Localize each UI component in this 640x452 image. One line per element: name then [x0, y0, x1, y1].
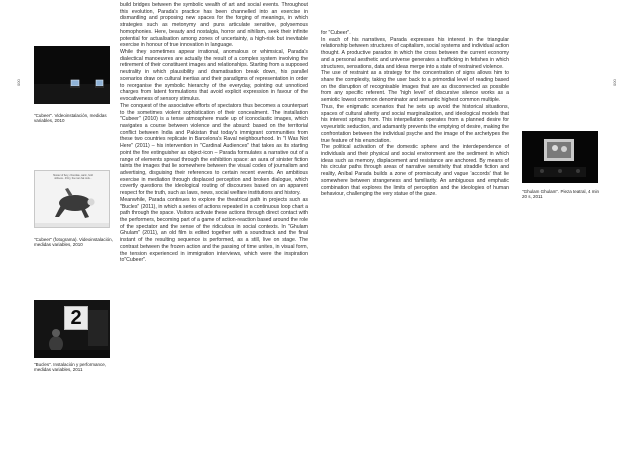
paragraph: build bridges between the symbolic wealth of art and social events. Throughout this evolution, Parada's practice has been channelled into an exercise in dismantling and proposing new spaces for the forging of meanings, in which strategies such as metonymy and puns articulate sensitive, polysemous homophonies. Here, beauty and nostalgia, horror and nihilism, seek their infinite potential for actualisation among zones of uncertainty, a high-risk but inevitable exercise in honour of true innovation in language. — [120, 2, 308, 49]
figure-cubeer-art — [34, 46, 110, 104]
paragraph: The conquest of the associative efforts of spectators thus becomes a counterpart to the sometimes violent sophistication of their concealment. The installation "Cubeer" (2010) is a tense atmosphere made up of iconoclastic images, which navigates a course between violence and the absurd: based on the territorial conflict between India and Pakistan that today's immigrant communities from these two countries replicate in Barcelona's Raval neighbourhood. In "I Was Not Here" (2011) – his intervention in "Cardinal Audiences" that takes as its starting point the fire extinguisher as object-icon – Parada formulates a narrative out of a range of elements spread through the exhibition space: an aura of sinister fiction taints the images that lie somewhere between the visual codes of journalism and advertising, disguising their references to certain recent events. An ambitious exercise in mediation through displaced perception and broken dialogue, which covertly questions the ideological routing of discourses based on an apparent respect for the truth, such as laws, news, social welfare institutions and history. — [120, 102, 308, 197]
paragraph: for "Cubeer". — [321, 30, 351, 36]
paragraph: The political activation of the domestic sphere and the interdependence of individuals and their physical and social environment are the sediment in which ideas such as memory, displacement and resistance are anchored. By means of his circular paths through areas of narrative sensitivity that straddle fiction and reality, Aníbal Parada builds a zone of promiscuity and vague 'accords' that lie somewhere between strangeness and familiarity. An ambiguous and emphatic combination that explores the limits of perception and the ideologies of human behaviour, challenging the very statue of the gaze. — [321, 144, 509, 198]
paragraph: Meanwhile, Parada continues to explore the theatrical path in projects such as "Bucles" (2011), in which a series of actions repeated in a continuous loop chart a path through the space. Visitors activate these actions through direct contact with the performers, becoming part of a game of action-reaction based around the role of the spectator and the sense of the ridiculous in social contexts. In "Ghulam Ghulam" (2011), an old film is edited together with a soundtrack and the final instant of the resulting sequence is performed, as a still, live on stage. The contrast between the frozen action and the passing of time unites, in visual form, the tension experienced in immigration interviews, which were the inspiration to"Cubeer". — [120, 196, 308, 264]
figure-ghulam-art — [522, 131, 598, 183]
paragraph: Thus, the enigmatic scenarios that he sets up avoid the historical situations, spaces of cultural alterity and social marginalization, and ideological models that his interest springs from. This interpellation operates from a planned desire for voyeuristic seduction, and adamantly prevents the emptying of desire, making the confrontation between the individual psyche and the image of the archetypes the true feature of his enunciation. — [321, 103, 509, 144]
figure-inset-text: Muster of fiery, chocolate, warm, hold stillness - frizzy, the man hat rods... — [53, 174, 93, 180]
bucles-screen-number: 2 — [70, 307, 82, 329]
left-page-number: 000 — [16, 79, 21, 86]
caption-bucles: "Bucles". Instalación y performance, medidas variables, 2011 — [34, 362, 106, 373]
bucles-screen — [64, 306, 88, 330]
figure-cubeer-fotograma — [34, 170, 110, 228]
caption-ghulam-ghulam: "Ghulam Ghulam". Pieza teatral, 4 min 20 s, 2011 — [522, 189, 599, 200]
caption-cubeer: "Cubeer". Videoinstalación, medidas variables, 2010 — [34, 113, 107, 124]
text-column-left — [120, 2, 308, 264]
right-page-number: 000 — [612, 79, 617, 86]
text-column-right — [321, 30, 509, 198]
figure-cubeer — [34, 46, 110, 104]
paragraph: The use of restraint as a strategy for the concentration of signs allows him to share the complexity, taking the user back to a primordial level of reading based on the disruption of recognisable images that are as disconnected as possible from any specific referent. The 'high level' of discursive silence works as a semiotic lowest common denominator and semantic highest common multiple. — [321, 70, 509, 104]
caption-cubeer-fotograma: "Cubeer" (fotograma). Videoinstalación, medidas variables, 2010 — [34, 237, 113, 248]
paragraph: While they sometimes appear irrational, anomalous or whimsical, Parada's dialectical manoeuvres are actually the result of a complex system involving the retirement of their constituent images and relationships. Starting from a supposed neutrality in which plausibility and dramatisation break down, his parallel scenarios draw on cultural inertias and their paradigms of representation in order to reorganise the symbolic hierarchy of the everyday, pointing out unnoticed charges from latent formulations that avoid explicit expression in favour of the evocativeness of sensory stimulus. — [120, 49, 308, 103]
crouched-figure-art — [35, 171, 110, 228]
figure-ghulam-ghulam — [522, 131, 598, 183]
figure-bucles — [34, 300, 110, 358]
paragraph: In each of his narratives, Parada expresses his interest in the triangular relationship between structures of capitalism, social systems and individual action thought. A productive paradox in which the cross between the current economy and a personal aesthetic and universe generates a trafficking in fetishes in which structures, sensations, data and ideas merge into a state of restrained violence. — [321, 36, 509, 70]
